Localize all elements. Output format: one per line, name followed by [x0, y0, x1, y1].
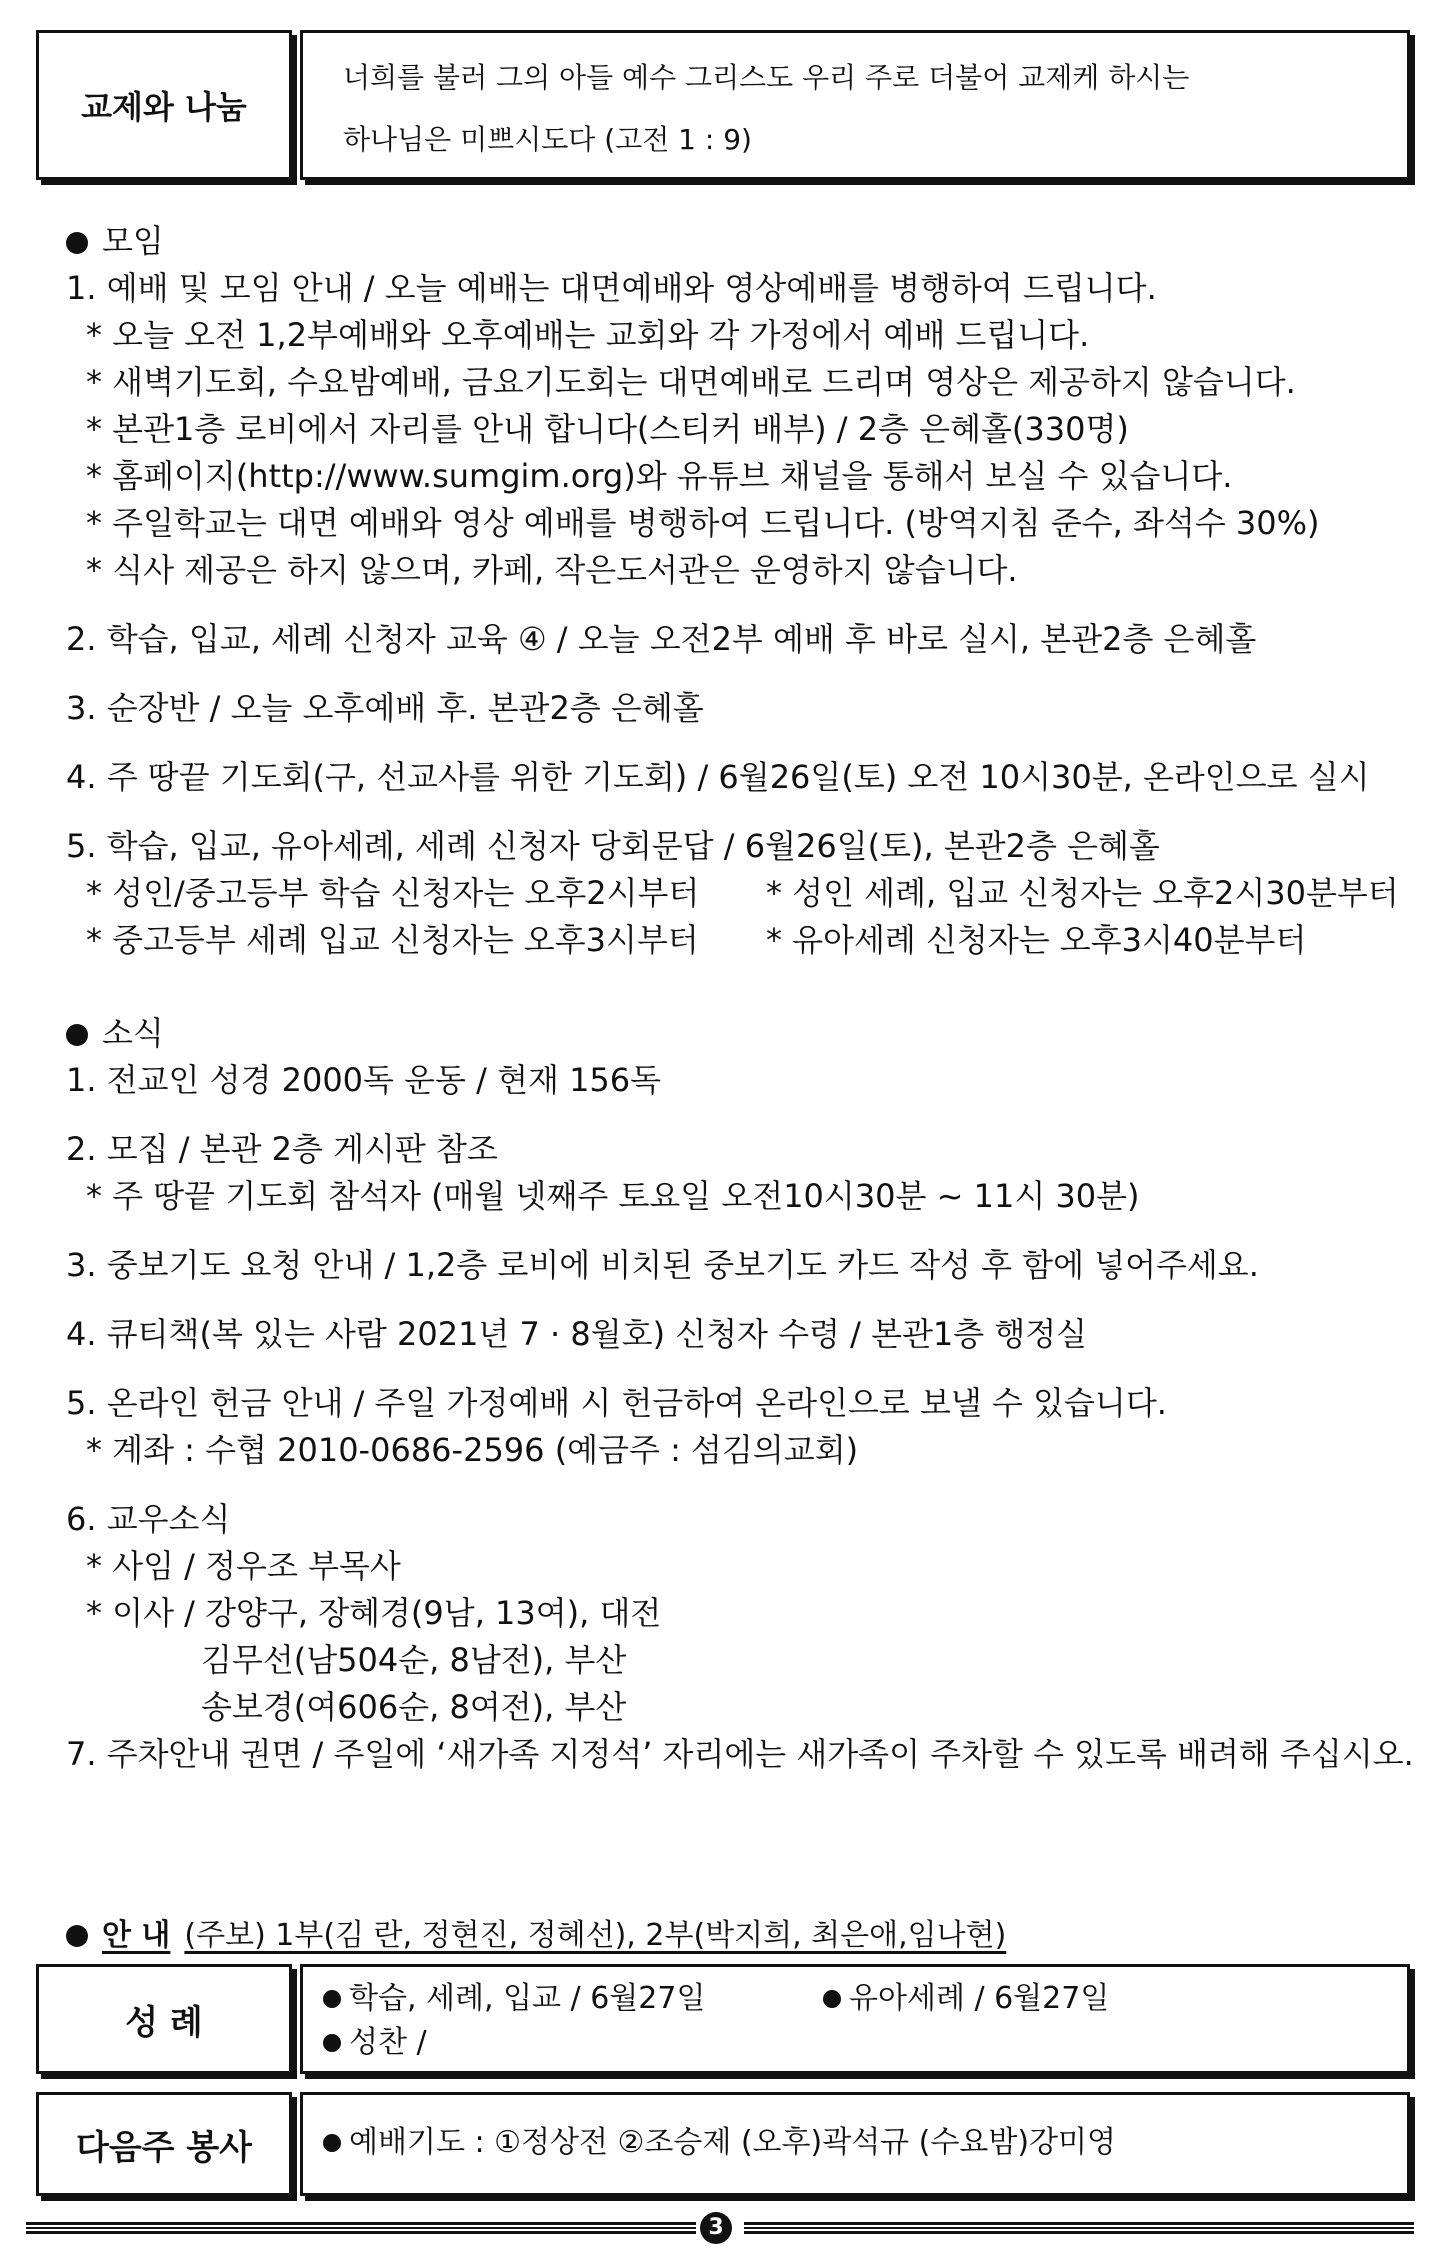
news-note: 송보경(여606순, 8여전), 부산 [201, 1688, 627, 1726]
footer-rule-left [26, 2222, 696, 2234]
sacrament-label-box [36, 1964, 292, 2074]
news-note: * 사임 / 정우조 부목사 [86, 1547, 401, 1585]
meeting-note: * 성인 세례, 입교 신청자는 오후2시30분부터 [766, 874, 1399, 912]
section-title-box [36, 30, 292, 180]
bullet-icon [323, 2034, 341, 2052]
news-heading: 소식 [66, 1010, 1406, 1057]
sacrament-item: 유아세례 / 6월27일 [823, 1977, 1109, 2021]
news-item-3: 3. 중보기도 요청 안내 / 1,2층 로비에 비치된 중보기도 카드 작성 후 함에 넣어주세요. [66, 1246, 1259, 1284]
bullet-icon [323, 2134, 341, 2152]
news-item-5: 5. 온라인 헌금 안내 / 주일 가정예배 시 헌금하여 온라인으로 보낼 수 있습니다. [66, 1384, 1167, 1422]
meeting-note-row [66, 917, 1406, 964]
meeting-note: * 중고등부 세례 입교 신청자는 오후3시부터 [86, 921, 699, 959]
page-number: 3 [700, 2212, 732, 2244]
service-item: 예배기도 : ①정상전 ②조승제 (오후)곽석규 (수요밤)강미영 [323, 2121, 1387, 2165]
page-footer [26, 2215, 1414, 2240]
section-title: 교제와 나눔 [81, 88, 247, 126]
news-item-1: 1. 전교인 성경 2000독 운동 / 현재 156독 [66, 1061, 662, 1099]
meeting-item-1: 1. 예배 및 모임 안내 / 오늘 예배는 대면예배와 영상예배를 병행하여 드립니다. [66, 269, 1157, 307]
service-details-box [300, 2092, 1410, 2196]
sacrament-item: 학습, 세례, 입교 / 6월27일 [323, 1977, 823, 2021]
footer-rule-right [744, 2222, 1414, 2234]
news-item-4: 4. 큐티책(복 있는 사람 2021년 7 · 8월호) 신청자 수령 / 본관1층 행정실 [66, 1315, 1088, 1353]
meeting-note: * 유아세례 신청자는 오후3시40분부터 [766, 921, 1307, 959]
bullet-icon [66, 232, 88, 254]
announcement-label: 안 내 [102, 1918, 171, 1953]
meeting-note: * 새벽기도회, 수요밤예배, 금요기도회는 대면예배로 드리며 영상은 제공하지 않습니다. [86, 363, 1296, 401]
bullet-icon [66, 1024, 88, 1046]
meeting-item-4: 4. 주 땅끝 기도회(구, 선교사를 위한 기도회) / 6월26일(토) 오전 10시30분, 온라인으로 실시 [66, 758, 1370, 796]
service-label: 다음주 봉사 [75, 2127, 253, 2168]
meeting-item-2: 2. 학습, 입교, 세례 신청자 교육 ④ / 오늘 오전2부 예배 후 바로 실시, 본관2층 은혜홀 [66, 620, 1257, 658]
news-item-7: 7. 주차안내 권면 / 주일에 ‘새가족 지정석’ 자리에는 새가족이 주차할 수 있도록 배려해 주십시오. [66, 1735, 1414, 1773]
meeting-note: * 성인/중고등부 학습 신청자는 오후2시부터 [86, 874, 700, 912]
announcement-text: (주보) 1부(김 란, 정현진, 정혜선), 2부(박지희, 최은애,임나현) [184, 1918, 1007, 1953]
meeting-note: * 식사 제공은 하지 않으며, 카페, 작은도서관은 운영하지 않습니다. [86, 551, 1018, 589]
bullet-icon [323, 1990, 341, 2008]
verse-line-2: 하나님은 미쁘시도다 (고전 1 : 9) [343, 123, 752, 156]
bulletin-content [66, 218, 1414, 1778]
bullet-icon [823, 1990, 841, 2008]
news-note: 김무선(남504순, 8남전), 부산 [201, 1641, 627, 1679]
service-label-box [36, 2092, 292, 2196]
announcement-line [66, 1910, 1006, 1954]
meeting-note: * 오늘 오전 1,2부예배와 오후예배는 교회와 각 가정에서 예배 드립니다. [86, 316, 1090, 354]
sacrament-label: 성 례 [125, 2002, 203, 2043]
meeting-note-row [66, 870, 1406, 917]
bullet-icon [66, 1925, 88, 1947]
news-note: * 주 땅끝 기도회 참석자 (매월 넷째주 토요일 오전10시30분 ~ 11시 30분) [86, 1177, 1140, 1215]
verse-line-1: 너희를 불러 그의 아들 예수 그리스도 우리 주로 더불어 교제케 하시는 [343, 61, 1190, 94]
sacrament-item: 성찬 / [323, 2021, 1387, 2065]
meeting-note: * 홈페이지(http://www.sumgim.org)와 유튜브 채널을 통해서 보실 수 있습니다. [86, 457, 1233, 495]
sacrament-details-box [300, 1964, 1410, 2074]
meeting-item-5: 5. 학습, 입교, 유아세례, 세례 신청자 당회문답 / 6월26일(토), 본관2층 은혜홀 [66, 827, 1160, 865]
news-item-2: 2. 모집 / 본관 2층 게시판 참조 [66, 1130, 498, 1168]
meeting-note: * 본관1층 로비에서 자리를 안내 합니다(스티커 배부) / 2층 은혜홀(330명) [86, 410, 1129, 448]
meetings-heading: 모임 [66, 218, 1406, 265]
meeting-item-3: 3. 순장반 / 오늘 오후예배 후. 본관2층 은혜홀 [66, 689, 704, 727]
meeting-note: * 주일학교는 대면 예배와 영상 예배를 병행하여 드립니다. (방역지침 준수, 좌석수 30%) [86, 504, 1320, 542]
news-note: * 이사 / 강양구, 장혜경(9남, 13여), 대전 [86, 1594, 662, 1632]
scripture-verse-box [300, 30, 1410, 180]
news-note: * 계좌 : 수협 2010-0686-2596 (예금주 : 섬김의교회) [86, 1431, 859, 1469]
news-item-6: 6. 교우소식 [66, 1500, 231, 1538]
